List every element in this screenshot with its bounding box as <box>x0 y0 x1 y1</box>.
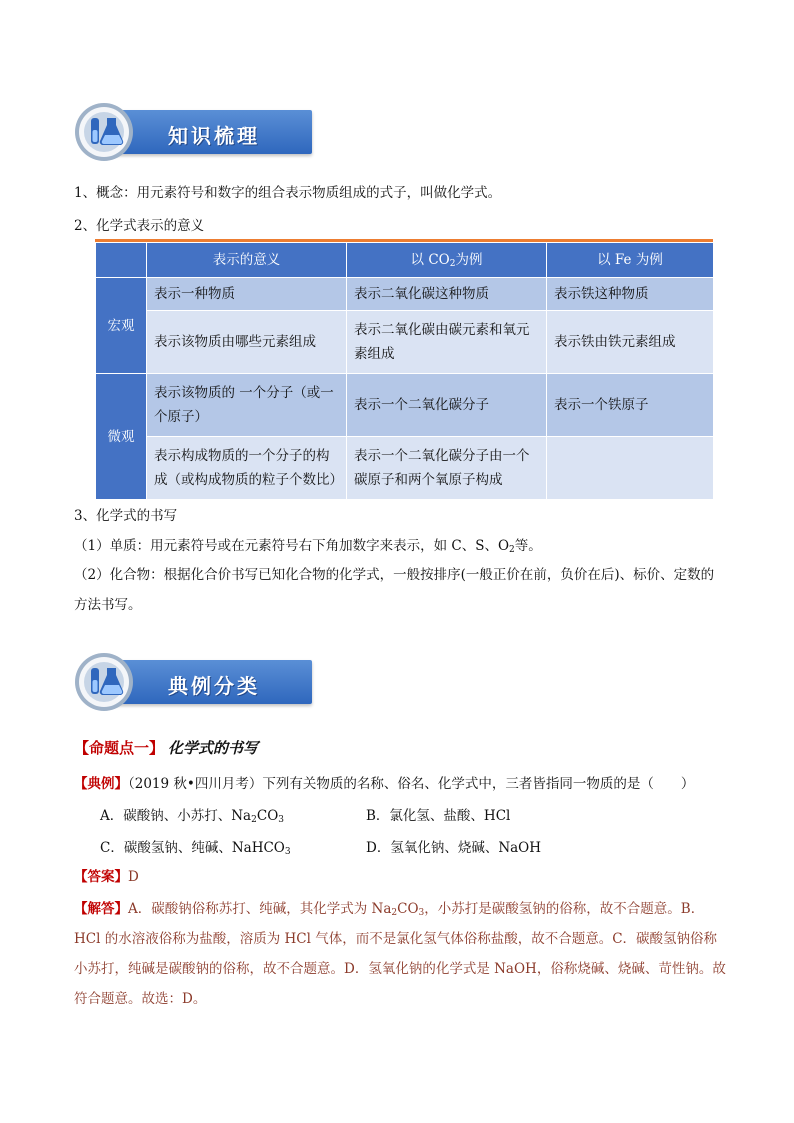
analysis-paragraph: 【解答】A．碳酸钠俗称苏打、纯碱，其化学式为 $Na_2CO_3$，小苏打是碳酸氢钠的俗称，故不合题意。B．HCl 的水溶液俗称为盐酸，溶质为 HCl 气体，而不是氯化氢气体俗称盐酸，故不合题意。C．碳酸氢钠俗称小苏打，纯碱是碳酸钠的俗称，故不合题意。D．氢氧化钠的化学式是 NaOH，俗称烧碱、烧碱、苛性钠。故符合题意。故选：D。 <box>74 901 726 1007</box>
writing-item-1: （1）单质：用元素符号或在元素符号右下角加数字来表示，如 C、S、$O_2$等。 <box>74 538 542 555</box>
concept-line: 1、概念：用元素符号和数字的组合表示物质组成的式子，叫做化学式。 <box>74 185 502 201</box>
micro-label: 微观 <box>96 374 147 500</box>
writing-item-2: （2）化合物：根据化合价书写已知化合物的化学式，一般按排序(一般正价在前，负价在后)、标价、定数的方法书写。 <box>74 567 715 613</box>
macro-label: 宏观 <box>96 278 147 374</box>
table-header-row <box>96 243 714 278</box>
section-banner-examples <box>74 652 312 712</box>
topic-heading: 【命题点一】 化学式的书写 <box>74 739 259 757</box>
header-meaning: 表示的意义 <box>147 243 347 278</box>
section-title: 知识梳理 <box>168 124 260 148</box>
header-fe: 以 Fe 为例 <box>547 243 714 278</box>
option-b: B．氯化氢、盐酸、HCl <box>366 808 511 824</box>
writing-heading: 3、化学式的书写 <box>74 508 178 524</box>
section-title: 典例分类 <box>168 674 260 698</box>
section-banner-knowledge <box>74 102 312 162</box>
table-row: 表示该物质由哪些元素组成 表示二氧化碳由碳元素和氧元素组成 表示铁由铁元素组成 <box>96 311 714 374</box>
header-corner <box>96 243 147 278</box>
table-row: 微观 表示该物质的 一个分子（或一个原子） 表示一个二氧化碳分子 表示一个铁原子 <box>96 374 714 437</box>
example-question: 【典例】（2019 秋•四川月考）下列有关物质的名称、俗名、化学式中，三者皆指同一物质的是（ ） <box>74 776 695 792</box>
table-row: 表示构成物质的一个分子的构成（或构成物质的粒子个数比） 表示一个二氧化碳分子由一个碳原子和两个氧原子构成 <box>96 437 714 500</box>
flask-icon <box>74 652 134 712</box>
answer-line: 【答案】D <box>74 869 139 885</box>
meaning-heading: 2、化学式表示的意义 <box>74 218 205 234</box>
flask-icon <box>74 102 134 162</box>
option-a: A．碳酸钠、小苏打、$Na_2CO_3$ <box>100 808 284 825</box>
meaning-table <box>95 242 714 500</box>
header-co2: 以 $CO_2$为例 <box>347 243 547 278</box>
option-d: D．氢氧化钠、烧碱、NaOH <box>366 840 542 856</box>
option-c: C．碳酸氢钠、纯碱、NaHCO$_3$ <box>100 840 291 857</box>
table-row: 宏观 表示一种物质 表示二氧化碳这种物质 表示铁这种物质 <box>96 278 714 311</box>
